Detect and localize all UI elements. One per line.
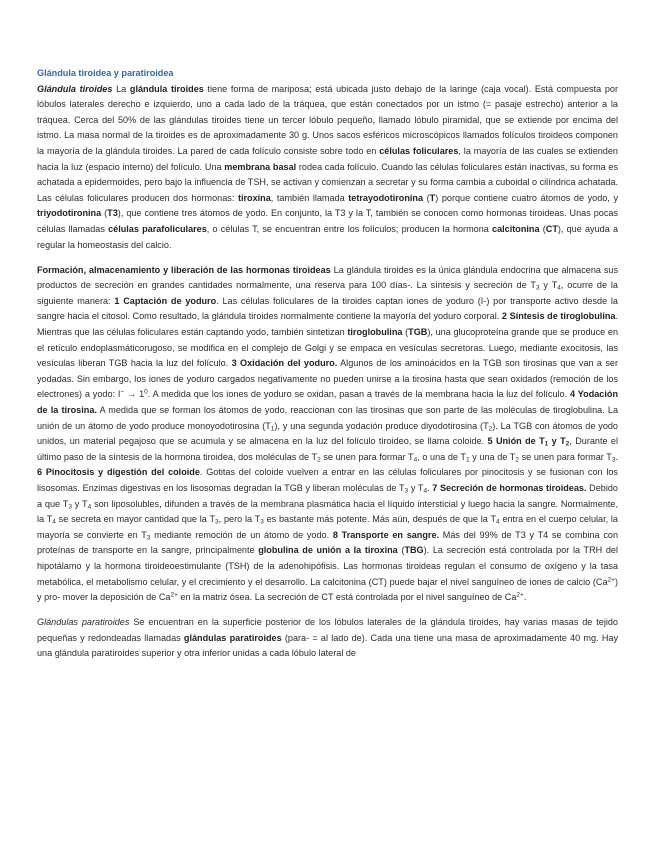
text-run: 2 Síntesis de tiroglobulina	[501, 311, 616, 322]
text-run: membrana basal	[224, 161, 297, 172]
text-run: se secreta en mayor cantidad que la T	[55, 514, 216, 525]
text-run: 3	[260, 518, 264, 526]
text-run: Glándula tiroides	[37, 83, 113, 94]
text-run: .	[427, 482, 433, 493]
text-run: (	[539, 223, 546, 234]
text-run: ), que ayuda a regular la homeostasis del calcio.	[37, 223, 618, 250]
text-run: 4	[87, 503, 92, 511]
text-run: , o células T, se encuentran entre los folículos; producen la hormona	[206, 223, 493, 234]
text-run: y T	[408, 482, 424, 493]
text-run: globulina de unión a la tiroxina	[258, 545, 398, 556]
text-run: , también llamada	[270, 192, 349, 203]
text-run: CT	[545, 223, 558, 234]
text-run: 2+	[516, 591, 524, 599]
text-run: . Gotitas del coloide vuelven a entrar en las células foliculares por pinocitosis y se fusionan con los lisosomas. Enzimas digestivas en los lisosomas degradan la TGB y liberan moléculas de T	[37, 467, 618, 493]
text-run: glándulas paratiroides	[183, 632, 282, 643]
text-run: tiroglobulina	[347, 327, 403, 337]
text-run: es bastante más potente. Más aún, después de que la T	[263, 514, 497, 525]
text-run: 1	[544, 440, 549, 448]
text-run: 3	[146, 534, 151, 542]
text-run: ). La TGB con átomos de yodo unidos, un material pegajoso que se acumula y se almacena en la luz del folículo tiroideo, se llama coloide.	[37, 420, 618, 447]
text-run: . A medida que los iones de yoduro se oxidan, pasan a través de la membrana hacia la luz del folículo.	[147, 389, 570, 400]
text-run: , la mayoría de las cuales se extienden hacia la luz (espacio interno) del folículo. Una	[37, 145, 618, 172]
text-run: . Mientras que las células foliculares están captando yodo, también sintetizan	[37, 311, 618, 337]
text-run: tiroxina	[237, 192, 271, 203]
text-run: , ocurre de la siguiente manera:	[37, 280, 618, 306]
text-run: 4	[423, 487, 428, 495]
text-run: y T	[539, 280, 558, 291]
text-run: TGB	[408, 327, 428, 337]
text-run: 4	[557, 284, 561, 292]
text-run: 2+	[170, 591, 178, 599]
text-run: Formación, almacenamiento y liberación de las hormonas tiroideas	[37, 264, 331, 275]
text-run: ), que contiene tres átomos de yodo. En conjunto, la T3 y la T, también se conocen como hormonas tiroideas. Unas pocas células llamadas	[37, 208, 618, 234]
text-run: A medida que se forman los átomos de yodo, reaccionan con las tirosinas que son parte de las moléculas de tiroglobulina. La unión de un átomo de yodo produce monoyodotirosina (T	[37, 404, 619, 431]
text-run: 5 Unión de T	[487, 436, 545, 447]
text-run: glándula tiroides	[129, 83, 204, 94]
text-run: se unen para formar T	[518, 451, 612, 462]
text-run: 2	[515, 456, 519, 464]
paragraph-parathyroid-glands	[37, 615, 618, 662]
text-run: ) y pro- mover la deposición de Ca	[37, 576, 618, 603]
text-run: T	[429, 192, 436, 203]
text-run: y T	[548, 436, 566, 447]
text-run: 8 Transporte en sangre.	[332, 529, 440, 540]
text-run: (para- = al lado de). Cada una tiene una masa de aproximadamente 40 mg. Hay una glándula paratiroides superior y otra inferior unidas a cada lóbulo lateral de	[37, 632, 618, 659]
text-run: (	[423, 192, 430, 203]
text-run: 3	[535, 284, 540, 292]
text-run: tiene forma de mariposa; está ubicada justo debajo de la laringe (caja vocal). Está compuesta por lóbulos laterales derecho e izquierdo, uno a cada lado de la tráquea, que están conectados por un istmo (= pasaje estrecho) anterior a la tráquea. Cerca del 50% de las glándulas tiroides tiene un tercer lóbulo pequeño, llamado lóbulo piramidal, que se extiende por encima del istmo. La masa normal de la tiroides es de aproximadamente 30 g. Unos sacos esféricos microscópicos llamados folículos tiroideos componen la mayoría de la glándula tiroides. La pared de cada folículo consiste sobre todo en	[37, 83, 619, 156]
text-run: TBG	[404, 545, 424, 556]
text-run: 2	[317, 456, 321, 464]
document-page	[37, 66, 618, 671]
section-heading: Glándula tiroidea y paratiroidea	[37, 68, 174, 78]
text-run: 4	[52, 518, 56, 526]
text-run: Algunos de los aminoácidos en la TGB son tirosinas que van a ser yodadas. Sin embargo, los iones de yoduro cargados negativamente no pueden unirse a la tirosina hasta que sean oxidados (remoción de los electrones) a yodo: I	[37, 358, 618, 400]
text-run: 1	[270, 425, 275, 433]
text-run: −	[120, 388, 125, 396]
text-run: Debido a que T	[37, 482, 618, 509]
text-run: se unen para formar T	[320, 451, 414, 462]
text-run: .	[615, 451, 618, 462]
text-run: triyodotironina	[37, 208, 102, 219]
text-run: T3	[107, 208, 118, 219]
text-run: 0	[144, 388, 148, 396]
text-run: 3	[611, 456, 616, 464]
text-run: 4	[413, 456, 418, 464]
text-run: células parafoliculares	[108, 223, 207, 234]
text-run: → 1	[124, 389, 145, 400]
text-run: (	[402, 327, 409, 337]
text-run: Más del 99% de T3 y T4 se combina con proteínas de transporte en la sangre, principalmente	[37, 529, 618, 556]
text-run: . Las células foliculares de la tiroides captan iones de yoduro (I-) por transporte activo desde la sangre hacia el citosol. Como resultado, la glándula tiroides normalmente contiene la mayoría del yoduro corporal.	[37, 295, 618, 322]
text-run: (	[397, 545, 405, 556]
paragraph-thyroid-gland	[37, 82, 618, 254]
text-run: y T	[71, 498, 88, 509]
text-run: rodea cada folículo. Cuando las células foliculares están inactivas, su forma es achatada a epidermoides, pero bajo la influencia de TSH, se activan y comienzan a secretar y su forma cambia a cuboidal o cilíndrica achatada. Las células foliculares producen dos hormonas:	[37, 161, 618, 203]
text-run: ), y una segunda yodación produce diyodotirosina (T	[274, 420, 489, 431]
text-run: tetrayodotironina	[348, 192, 424, 203]
text-run: Se encuentran en la superficie posterior de los lóbulos laterales de la glándula tiroides, hay varias masas de tejido pequeñas y redondeadas llamadas	[37, 617, 618, 643]
text-run: 7 Secreción de hormonas tiroideas.	[432, 482, 587, 493]
text-run: 2+	[607, 576, 615, 583]
text-run: 3	[215, 518, 219, 526]
text-run: calcitonina	[492, 223, 540, 234]
text-run: La glándula tiroides es la única glándula endocrina que almacena sus productos de secreción en grandes cantidades normalmente, una reserva para 100 días-. La síntesis y secreción de T	[37, 264, 618, 291]
text-run: ). La secreción está controlada por la TRH del hipotálamo y la hormona tiroideoestimulante (TSH) de la adenohipófisis. Las hormonas tiroideas regulan el consumo de oxígeno y la tasa metabólica, el metabolismo celular, y el crecimiento y el desarrollo. La calcitonina (CT) puede bajar el nivel sanguíneo de iones de calcio (Ca	[37, 545, 618, 587]
text-run: , o una de T	[417, 451, 466, 462]
text-run: mediante remoción de un átomo de yodo.	[150, 529, 333, 540]
text-run: La	[112, 83, 130, 94]
text-run: ), una glucoproteína grande que se produce en el retículo endoplasmáticorugoso, se modifica en el complejo de Golgi y se empaca en vesículas secretoras. Luego, mediante exocitosis, las vesículas liberan TGB hacia la luz del folículo.	[37, 327, 619, 369]
text-run: 4	[496, 518, 500, 526]
text-run: son liposolubles, difunden a través de la membrana plasmática hacia el líquido intersticial y luego hacia la sangre. Normalmente, la T	[37, 498, 618, 525]
text-run: 2	[565, 440, 570, 448]
text-run: 4 Yodación de la tirosina.	[37, 389, 618, 415]
text-run: , pero la T	[218, 514, 261, 525]
text-run: 2	[488, 425, 493, 433]
text-run: 1	[465, 456, 470, 464]
text-run: 3	[68, 503, 72, 511]
paragraph-hormone-formation	[37, 263, 618, 606]
text-run: Glándulas paratiroides	[37, 617, 130, 628]
text-run: 6 Pinocitosis y digestión del coloide	[37, 467, 200, 478]
text-run: y una de T	[469, 451, 516, 462]
text-run: .	[523, 592, 527, 603]
text-run: 1 Captación de yoduro	[114, 295, 217, 306]
text-run: 3	[404, 487, 409, 495]
text-run: (	[101, 208, 108, 219]
text-run: 3 Oxidación del yoduro.	[231, 358, 338, 369]
text-run: ) porque contiene cuatro átomos de yodo, y	[435, 192, 618, 203]
text-run: entra en el cuerpo celular, la mayoría se convierte en T	[37, 514, 618, 540]
text-run: células foliculares	[379, 145, 459, 156]
text-run: en la matriz ósea. La secreción de CT está controlada por el nivel sanguíneo de Ca	[177, 592, 517, 603]
text-run: , Durante el último paso de la síntesis de la hormona tiroidea, dos moléculas de T	[37, 436, 619, 462]
